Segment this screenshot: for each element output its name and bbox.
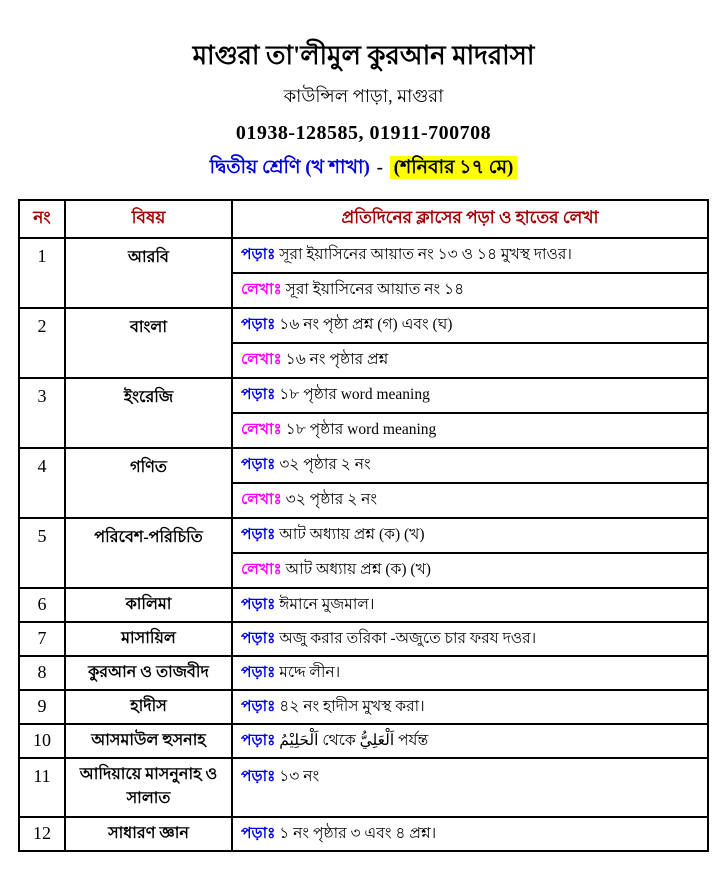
subject-cell: মাসায়িল	[65, 622, 232, 656]
schedule-table-body	[19, 238, 708, 851]
table-row	[19, 518, 708, 553]
row-number: 12	[19, 817, 65, 851]
lesson-cell	[232, 273, 708, 308]
table-row	[19, 758, 708, 817]
lesson-cell	[232, 817, 708, 851]
class-section-label: দ্বিতীয় শ্রেণি (খ শাখা)	[209, 156, 370, 178]
lesson-text: ৩২ পৃষ্ঠার ২ নং	[281, 491, 378, 509]
document-header	[0, 0, 727, 185]
lesson-text: সূরা ইয়াসিনের আয়াত নং ১৪	[281, 281, 465, 299]
table-row	[19, 724, 708, 758]
lesson-type-label: পড়াঃ	[241, 316, 276, 334]
subject-cell: সাধারণ জ্ঞান	[65, 817, 232, 851]
lesson-cell	[232, 238, 708, 273]
lesson-type-label: লেখাঃ	[241, 491, 282, 509]
subject-cell: কুরআন ও তাজবীদ	[65, 656, 232, 690]
lesson-cell	[232, 518, 708, 553]
date-highlight: (শনিবার ১৭ মে)	[390, 156, 518, 179]
subject-cell: ইংরেজি	[65, 378, 232, 448]
table-row	[19, 448, 708, 483]
lesson-text: اَلْحَلِيْمُ থেকে اَلْعَلِيُّ পর্যন্ত	[275, 731, 429, 749]
lesson-type-label: পড়াঃ	[241, 663, 276, 681]
lesson-cell	[232, 724, 708, 758]
table-row	[19, 656, 708, 690]
table-header	[19, 200, 708, 238]
lesson-text: অজু করার তরিকা -অজুতে চার ফরয দওর।	[275, 629, 537, 647]
subject-cell: আরবি	[65, 238, 232, 308]
lesson-text: ৩২ পৃষ্ঠার ২ নং	[275, 456, 371, 474]
lesson-cell	[232, 758, 708, 817]
lesson-type-label: লেখাঃ	[241, 281, 282, 299]
lesson-text: ১৮ পৃষ্ঠার word meaning	[281, 421, 437, 439]
lesson-cell	[232, 622, 708, 656]
table-row	[19, 690, 708, 724]
subject-cell: হাদীস	[65, 690, 232, 724]
lesson-text: মদ্দে লীন।	[275, 663, 341, 681]
subject-cell: গণিত	[65, 448, 232, 518]
subject-cell: কালিমা	[65, 588, 232, 622]
lesson-text: ঈমানে মুজমাল।	[275, 595, 375, 613]
school-title: মাগুরা তা'লীমুল কুরআন মাদরাসা	[192, 41, 535, 70]
table-row	[19, 378, 708, 413]
lesson-cell	[232, 308, 708, 343]
lesson-type-label: পড়াঃ	[241, 697, 276, 715]
table-row	[19, 238, 708, 273]
row-number: 5	[19, 518, 65, 588]
phone-numbers: 01938-128585, 01911-700708	[235, 121, 492, 144]
lesson-cell	[232, 690, 708, 724]
row-number: 7	[19, 622, 65, 656]
lesson-type-label: পড়াঃ	[241, 595, 276, 613]
row-number: 1	[19, 238, 65, 308]
lesson-text: ১৬ নং পৃষ্ঠা প্রশ্ন (গ) এবং (ঘ)	[275, 316, 453, 334]
lesson-type-label: লেখাঃ	[241, 421, 282, 439]
table-header-row	[19, 200, 708, 238]
row-number: 4	[19, 448, 65, 518]
school-address: কাউন্সিল পাড়া, মাগুরা	[283, 85, 444, 106]
lesson-text: ১৮ পৃষ্ঠার word meaning	[275, 386, 430, 404]
column-header-lesson: প্রতিদিনের ক্লাসের পড়া ও হাতের লেখা	[232, 200, 708, 238]
subject-cell: আদিয়ায়ে মাসনুনাহ ও সালাত	[65, 758, 232, 817]
subject-cell: আসমাউল হুসনাহ	[65, 724, 232, 758]
lesson-text: আট অধ্যায় প্রশ্ন (ক) (খ)	[281, 561, 431, 579]
lesson-type-label: পড়াঃ	[241, 456, 276, 474]
lesson-cell	[232, 413, 708, 448]
subject-cell: বাংলা	[65, 308, 232, 378]
row-number: 3	[19, 378, 65, 448]
lesson-type-label: লেখাঃ	[241, 561, 282, 579]
row-number: 11	[19, 758, 65, 817]
table-row	[19, 622, 708, 656]
row-number: 9	[19, 690, 65, 724]
lesson-text: আট অধ্যায় প্রশ্ন (ক) (খ)	[275, 526, 425, 544]
lesson-cell	[232, 553, 708, 588]
lesson-cell	[232, 483, 708, 518]
lesson-type-label: পড়াঃ	[241, 731, 276, 749]
lesson-text: ৪২ নং হাদীস মুখস্থ করা।	[275, 697, 425, 715]
lesson-text: ১৩ নং	[275, 767, 320, 785]
row-number: 8	[19, 656, 65, 690]
table-row	[19, 588, 708, 622]
lesson-type-label: পড়াঃ	[241, 767, 276, 785]
lesson-type-label: পড়াঃ	[241, 629, 276, 647]
lesson-type-label: লেখাঃ	[241, 351, 282, 369]
lesson-schedule-table	[18, 199, 709, 852]
lesson-cell	[232, 378, 708, 413]
column-header-subject: বিষয়	[65, 200, 232, 238]
class-date-line	[0, 153, 727, 185]
separator-dash: -	[376, 156, 383, 178]
row-number: 10	[19, 724, 65, 758]
lesson-cell	[232, 343, 708, 378]
lesson-text: ১ নং পৃষ্ঠার ৩ এবং ৪ প্রশ্ন।	[275, 824, 437, 842]
lesson-type-label: পড়াঃ	[241, 526, 276, 544]
table-row	[19, 308, 708, 343]
table-row	[19, 817, 708, 851]
lesson-text: ১৬ নং পৃষ্ঠার প্রশ্ন	[281, 351, 389, 369]
column-header-number: নং	[19, 200, 65, 238]
lesson-text: সূরা ইয়াসিনের আয়াত নং ১৩ ও ১৪ মুখস্থ দাওর।	[275, 246, 572, 264]
subject-cell: পরিবেশ-পরিচিতি	[65, 518, 232, 588]
lesson-cell	[232, 448, 708, 483]
row-number: 2	[19, 308, 65, 378]
lesson-type-label: পড়াঃ	[241, 246, 276, 264]
lesson-type-label: পড়াঃ	[241, 386, 276, 404]
lesson-cell	[232, 656, 708, 690]
lesson-cell	[232, 588, 708, 622]
row-number: 6	[19, 588, 65, 622]
lesson-type-label: পড়াঃ	[241, 824, 276, 842]
